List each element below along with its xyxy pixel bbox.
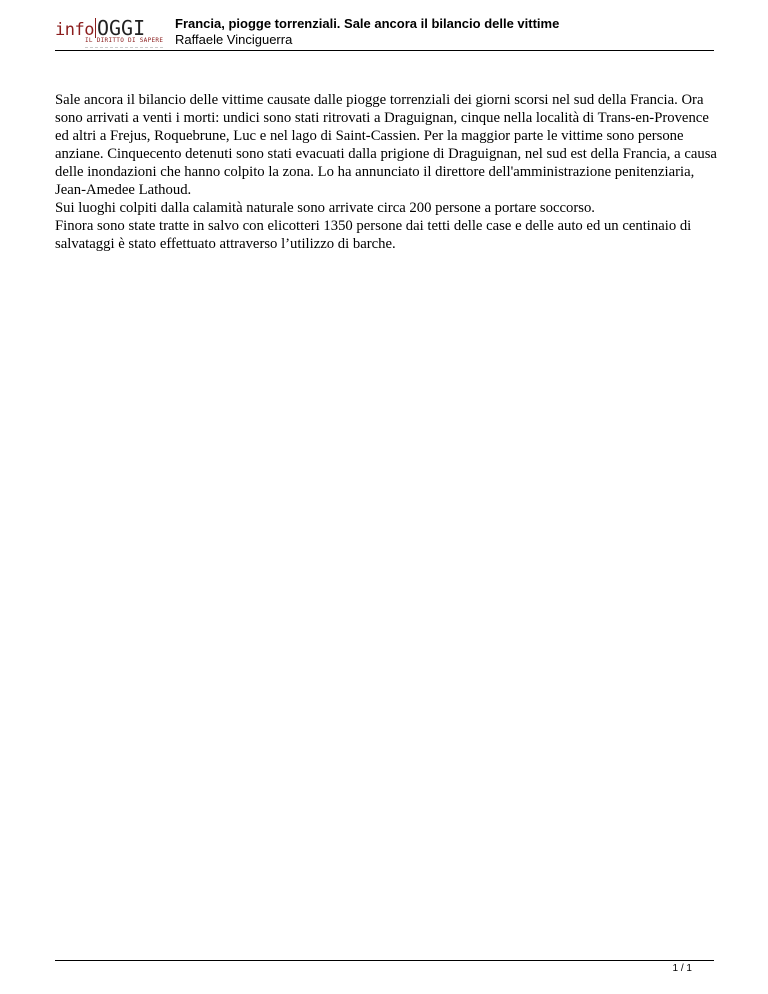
logo-info-text: info	[55, 20, 94, 40]
article-paragraph: Sui luoghi colpiti dalla calamità naturale sono arrivate circa 200 persone a portare soccorso.	[55, 200, 595, 216]
site-logo	[55, 14, 165, 50]
logo-oggi-text: OGGI	[96, 16, 146, 40]
logo-tagline: IL DIRITTO DI SAPERE	[85, 37, 164, 44]
page-number: 1 / 1	[672, 963, 692, 974]
page-title: Francia, piogge torrenziali. Sale ancora il bilancio delle vittime	[175, 16, 560, 31]
footer-divider	[55, 960, 714, 961]
article-body	[55, 91, 719, 253]
header-divider	[55, 50, 714, 51]
article-author: Raffaele Vinciguerra	[175, 32, 293, 47]
article-paragraph: Finora sono state tratte in salvo con elicotteri 1350 persone dai tetti delle case e delle auto ed un centinaio di salvataggi è stato effettuato attraverso l’utilizzo di barche.	[55, 218, 692, 252]
logo-separator	[95, 18, 96, 38]
logo-underline	[85, 47, 163, 48]
article-paragraph: Sale ancora il bilancio delle vittime causate dalle piogge torrenziali dei giorni scorsi nel sud della Francia. Ora sono arrivati a venti i morti: undici sono stati ritrovati a Draguignan, cinque nella località di Trans-en-Provence ed altri a Frejus, Roquebrune, Luc e nel lago di Saint-Cassien. Per la maggior parte le vittime sono persone anziane. Cinquecento detenuti sono stati evacuati dalla prigione di Draguignan, nel sud est della Francia, a causa delle inondazioni che hanno colpito la zona. Lo ha annunciato il direttore dell'amministrazione penitenziaria, Jean-Amedee Lathoud.	[55, 92, 717, 198]
